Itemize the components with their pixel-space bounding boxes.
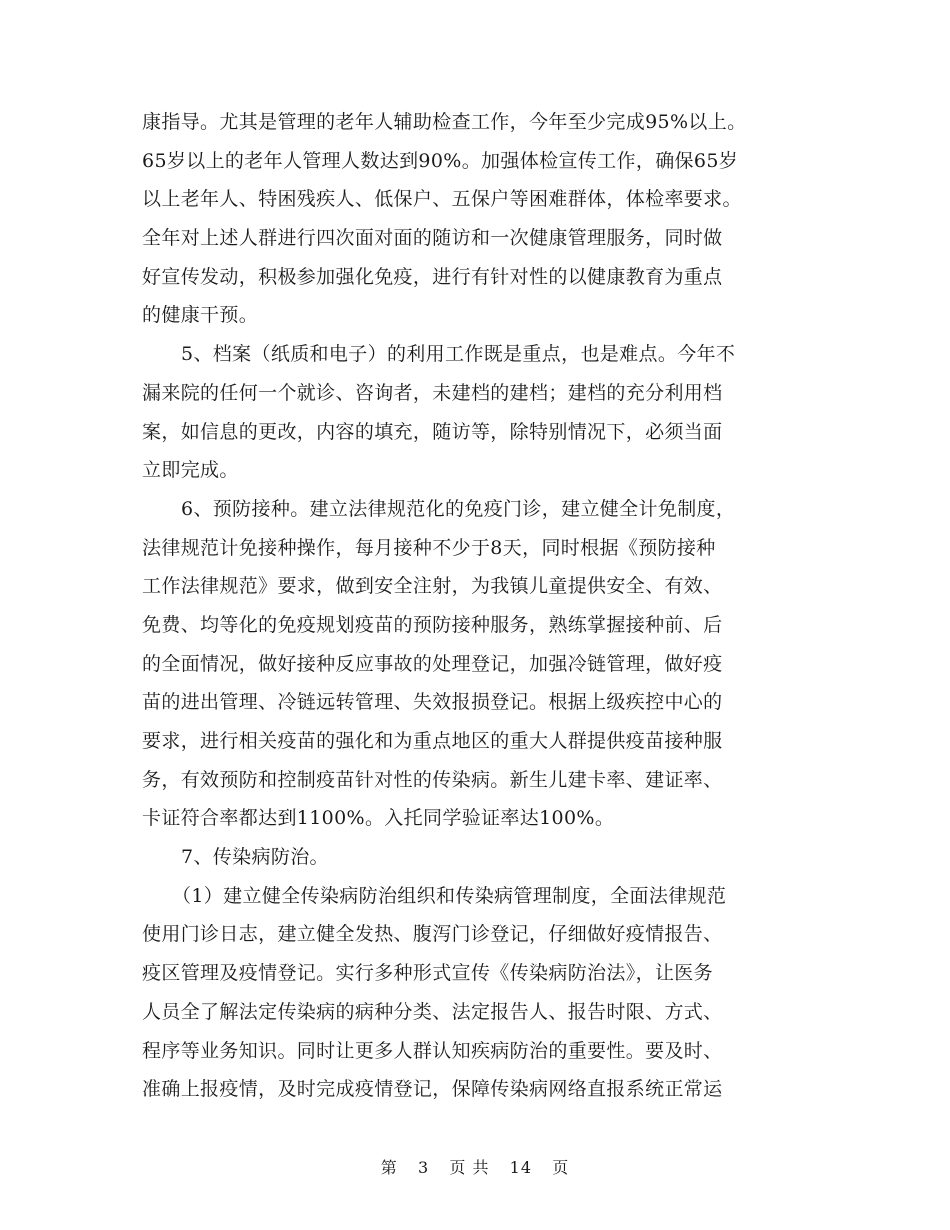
text-line: 苗的进出管理、冷链远转管理、失效报损登记。根据上级疾控中心的: [142, 691, 723, 714]
document-body: [142, 103, 812, 1109]
text-line: 使用门诊日志，建立健全发热、腹泻门诊登记，仔细做好疫情报告、: [142, 923, 723, 946]
text-line: 要求，进行相关疫苗的强化和为重点地区的重大人群提供疫苗接种服: [142, 730, 723, 752]
text-line: 好宣传发动，积极参加强化免疫，进行有针对性的以健康教育为重点: [142, 265, 723, 288]
text-line: 免费、均等化的免疫规划疫苗的预防接种服务，熟练掌握接种前、后: [142, 613, 723, 636]
text-line: 工作法律规范》要求，做到安全注射，为我镇儿童提供安全、有效、: [142, 575, 723, 598]
footer-suffix: 页: [552, 1158, 570, 1177]
text-line: 人员全了解法定传染病的病种分类、法定报告人、报告时限、方式、: [142, 1000, 723, 1023]
sub-item-1: （1）建立健全传染病防治组织和传染病管理制度，全面法律规范: [172, 884, 727, 907]
paragraph-heading-6: 6、预防接种。建立法律规范化的免疫门诊，建立健全计免制度，: [181, 497, 736, 520]
text-line: 疫区管理及疫情登记。实行多种形式宣传《传染病防治法》，让医务: [142, 962, 714, 985]
text-line: 准确上报疫情，及时完成疫情登记，保障传染病网络直报系统正常运: [142, 1078, 723, 1101]
page-footer: [0, 1155, 950, 1178]
text-line: 的健康干预。: [142, 304, 259, 327]
footer-page-number: 3: [417, 1158, 430, 1177]
text-line: 案，如信息的更改，内容的填充，随访等，除特别情况下，必须当面: [142, 420, 723, 443]
text-line: 康指导。尤其是管理的老年人辅助检查工作，今年至少完成95%以上。: [142, 111, 747, 133]
footer-total-pages: 14: [509, 1158, 532, 1177]
text-line: 法律规范计免接种操作，每月接种不少于8天，同时根据《预防接种: [142, 536, 716, 559]
text-line: 以上老年人、特困残疾人、低保户、五保户等困难群体，体检率要求。: [142, 188, 742, 211]
paragraph-heading-7: 7、传染病防治。: [181, 846, 329, 869]
text-line: 的全面情况，做好接种反应事故的处理登记，加强冷链管理，做好疫: [142, 652, 723, 675]
text-line: 漏来院的任何一个就诊、咨询者，未建档的建档；建档的充分利用档: [142, 381, 723, 404]
text-line: 卡证符合率都达到1100%。入托同学验证率达100%。: [142, 807, 615, 830]
footer-prefix: 第: [380, 1158, 398, 1177]
text-line: 65岁以上的老年人管理人数达到90%。加强体检宣传工作，确保65岁: [142, 149, 739, 172]
paragraph-heading-5: 5、档案（纸质和电子）的利用工作既是重点，也是难点。今年不: [181, 343, 736, 366]
footer-middle: 页 共: [449, 1158, 490, 1177]
text-line: 程序等业务知识。同时让更多人群认知疾病防治的重要性。要及时、: [142, 1039, 723, 1062]
text-line: 务，有效预防和控制疫苗针对性的传染病。新生儿建卡率、建证率、: [142, 768, 723, 791]
text-line: 立即完成。: [142, 459, 239, 482]
text-line: 全年对上述人群进行四次面对面的随访和一次健康管理服务，同时做: [142, 227, 723, 250]
